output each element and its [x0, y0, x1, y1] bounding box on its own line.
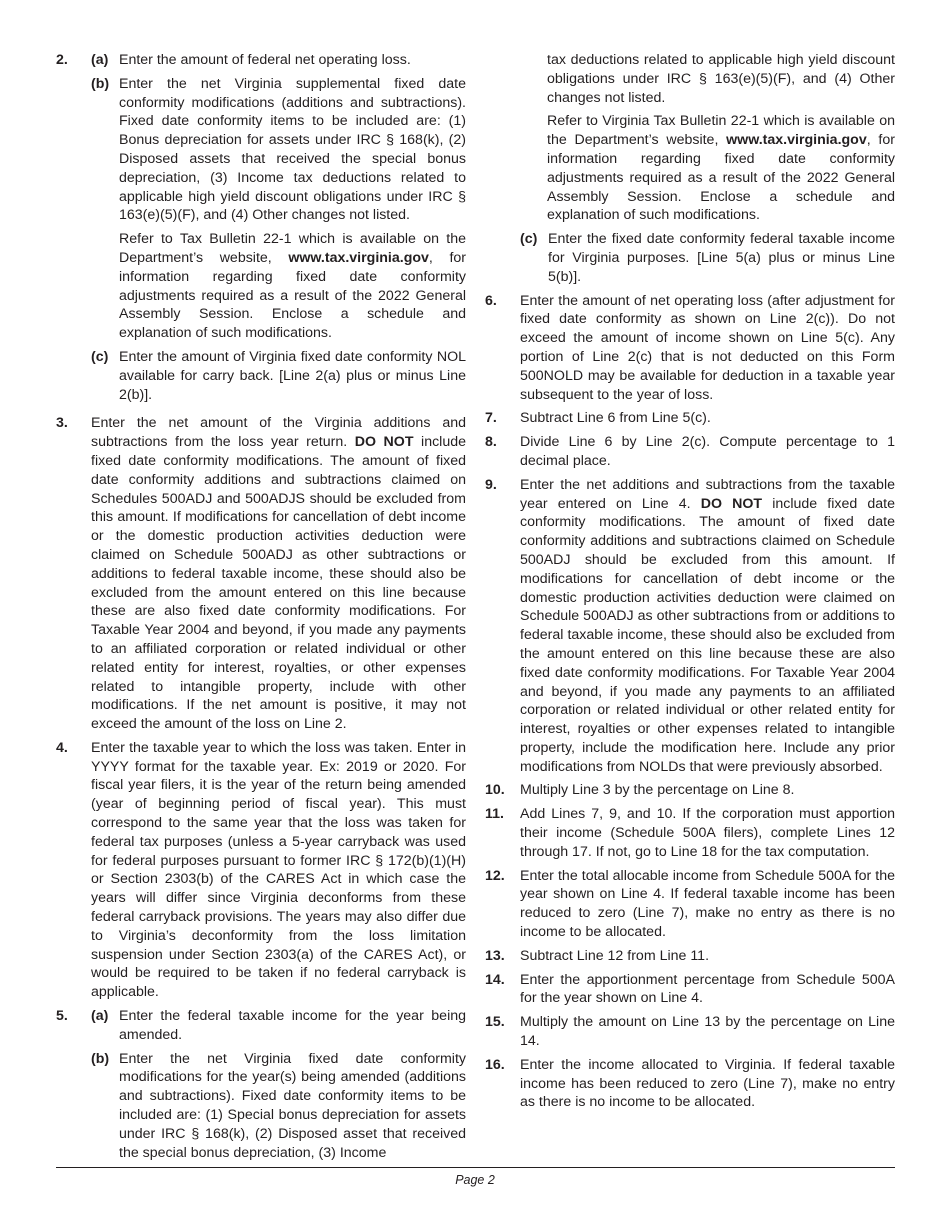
do-not-emphasis: DO NOT	[354, 434, 414, 451]
line-number: 3.	[56, 415, 68, 432]
do-not-emphasis: DO NOT	[700, 495, 763, 512]
line-number: 5.	[56, 1008, 68, 1025]
line-number: 15.	[485, 1014, 505, 1031]
line-5a	[91, 1007, 466, 1045]
right-column	[485, 51, 895, 1117]
line-2a	[91, 51, 466, 70]
line-number: 14.	[485, 971, 505, 988]
line-14-text: Enter the apportionment percentage from Schedule 500A for the year shown on Line 4.	[520, 971, 895, 1007]
footer-divider	[56, 1167, 895, 1168]
line-5c-wrap	[485, 230, 895, 286]
line-number: 6.	[485, 292, 497, 309]
line-6-text: Enter the amount of net operating loss (after adjustment for fixed date conformity as shown on Line 2(c)). Do not exceed the amount of income shown on Line 5(c). Any portion of Line 2(c) that is not deducted on this Form 500NOLD may be available for deduction in a taxable year subsequent to the year of loss.	[520, 292, 895, 403]
line-2b-text: Enter the net Virginia supplemental fixed date conformity modifications (additions and subtractions). Fixed date conformity items to be included are: (1) Bonus depreciation for assets under IRC § 168(k), (2) Disposed assets that received the special bonus depreciation, (3) Income tax deductions related to applicable high yield discount obligations under IRC § 163(e)(5)(F), and (4) Other changes not listed.	[119, 75, 466, 224]
line-7-text: Subtract Line 6 from Line 5(c).	[520, 410, 711, 427]
line-5a-text: Enter the federal taxable income for the year being amended.	[119, 1008, 466, 1043]
line-number: 10.	[485, 782, 505, 799]
line-13-instructions	[485, 947, 895, 966]
line-16-text: Enter the income allocated to Virginia. If federal taxable income has been reduced to zero (Line 7), make no entry as there is no income to be allocated.	[520, 1056, 895, 1111]
line-11-instructions	[485, 805, 895, 861]
line-9-text: Enter the net additions and subtractions from the taxable year entered on Line 4. DO NOT include fixed date conformity modifications. The amount of fixed date conformity additions and subtractions claimed on Schedule 500ADJ should be excluded from this amount. If modifications for cancellation of debt income or the domestic production activities deduction were claimed on Schedule 500ADJ as other subtractions from or additions to federal taxable income, these should also be excluded from the amount entered on this line because these are also fixed date conformity modifications. For Taxable Year 2004 and beyond, if you made any payments to an affiliated corporation or related individual or other related entity for interest, royalties or other expenses related to intangible property, include the modification here. Include any prior modifications from NOLDs that were previously absorbed.	[520, 476, 896, 775]
line-number: 4.	[56, 739, 68, 756]
left-column	[56, 51, 466, 1172]
line-12-text: Enter the total allocable income from Schedule 500A for the year shown on Line 4. If federal taxable income has been reduced to zero (Line 7), make no entry as there is no income to be allocated.	[520, 867, 895, 941]
line-8-text: Divide Line 6 by Line 2(c). Compute percentage to 1 decimal place.	[520, 434, 895, 469]
line-5b-refer: Refer to Virginia Tax Bulletin 22-1 which is available on the Department’s website, www.tax.virginia.gov, for information regarding fixed date conformity adjustments required as a result of the 2022 General Assembly Session. Enclose a schedule and explanation of such modifications.	[547, 113, 895, 224]
line-14-instructions	[485, 971, 895, 1009]
line-5c-text: Enter the fixed date conformity federal taxable income for Virginia purposes. [Line 5(a) plus or minus Line 5(b)].	[548, 231, 895, 285]
line-10-instructions	[485, 781, 895, 800]
line-number: 12.	[485, 867, 505, 884]
sub-label: (b)	[91, 1050, 110, 1067]
line-5c	[520, 230, 895, 286]
line-13-text: Subtract Line 12 from Line 11.	[520, 947, 710, 964]
line-10-text: Multiply Line 3 by the percentage on Line 8.	[520, 782, 795, 799]
line-4-instructions	[56, 739, 466, 1002]
line-number: 16.	[485, 1056, 505, 1073]
line-11-text: Add Lines 7, 9, and 10. If the corporation must apportion their income (Schedule 500A filers), complete Lines 12 through 17. If not, go to Line 18 for the tax computation.	[520, 806, 895, 860]
line-number: 8.	[485, 434, 497, 451]
line-2-instructions	[56, 51, 466, 409]
line-2b-refer: Refer to Tax Bulletin 22-1 which is available on the Department’s website, www.tax.virginia.gov, for information regarding fixed date conformity adjustments required as a result of the 2022 General Assembly Session. Enclose a schedule and explanation of such modifications.	[119, 231, 466, 342]
line-2a-text: Enter the amount of federal net operating loss.	[119, 52, 411, 68]
line-5b-continued	[547, 51, 895, 225]
line-2c	[91, 348, 466, 404]
line-2c-text: Enter the amount of Virginia fixed date conformity NOL available for carry back. [Line 2(a) plus or minus Line 2(b)].	[119, 348, 466, 403]
sub-label: (a)	[91, 52, 109, 68]
line-6-instructions	[485, 292, 895, 405]
line-number: 2.	[56, 52, 68, 68]
line-3-text: Enter the net amount of the Virginia additions and subtractions from the loss year return. DO NOT include fixed date conformity modifications. The amount of fixed date conformity additions and subtractions claimed on Schedules 500ADJ and 500ADJS should be excluded from this amount. If modifications for cancellation of debt income or the domestic production activities deduction were claimed on Schedule 500ADJ as other subtractions or additions to federal taxable income, these should also be excluded from the amount entered on this line because these are also fixed date conformity modifications. For Taxable Year 2004 and beyond, if you made any payments to an affiliated corporation or related individual or other related entity for interest, royalties, or other expenses related to intangible property, include with other modifications. If the net amount is positive, it may not exceed the amount of the loss on Line 2.	[91, 415, 467, 733]
line-16-instructions	[485, 1056, 895, 1112]
line-15-instructions	[485, 1013, 895, 1051]
line-4-text: Enter the taxable year to which the loss was taken. Enter in YYYY format for the taxable year. Ex: 2019 or 2020. For fiscal year filers, it is the year of the return being amended (year of beginning period of fiscal year). This must correspond to the same year that the loss was taken for federal tax purposes (unless a 5-year carryback was used for federal purposes pursuant to former IRC § 172(b)(1)(H) or Section 2303(b) of the CARES Act in which case the years will differ since Virginia deconforms from these federal carryback provisions. The years may also differ due to Virginia’s deconformity from the loss limitation suspension under Section 2303(a) of the CARES Act), or would be required to be taken if no federal carryback is applicable.	[91, 739, 466, 1001]
page-number: Page 2	[455, 1173, 495, 1187]
line-2b	[91, 75, 466, 343]
line-7-instructions	[485, 409, 895, 428]
line-15-text: Multiply the amount on Line 13 by the percentage on Line 14.	[520, 1014, 895, 1050]
website-link[interactable]: www.tax.virginia.gov	[726, 132, 867, 149]
website-link[interactable]: www.tax.virginia.gov	[288, 249, 429, 266]
line-number: 9.	[485, 476, 497, 493]
line-8-instructions	[485, 433, 895, 471]
line-5-instructions	[56, 1007, 466, 1167]
line-12-instructions	[485, 867, 895, 942]
line-5b	[91, 1050, 466, 1163]
sub-label: (a)	[91, 1008, 109, 1025]
line-number: 7.	[485, 410, 497, 427]
sub-label: (b)	[91, 75, 110, 92]
line-3-instructions	[56, 414, 466, 734]
line-number: 13.	[485, 947, 505, 964]
line-9-instructions	[485, 476, 895, 777]
line-5b-continued-text: tax deductions related to applicable high yield discount obligations under IRC § 163(e)(5)(F), and (4) Other changes not listed.	[547, 52, 895, 106]
sub-label: (c)	[91, 348, 109, 365]
line-5b-text: Enter the net Virginia fixed date conformity modifications for the year(s) being amended (additions and subtractions). Fixed date conformity items to be included are: (1) Special bonus depreciation for assets under IRC § 168(k), (2) Disposed asset that received the special bonus depreciation, (3) Income	[119, 1050, 466, 1161]
sub-label: (c)	[520, 231, 538, 248]
line-number: 11.	[485, 806, 504, 823]
